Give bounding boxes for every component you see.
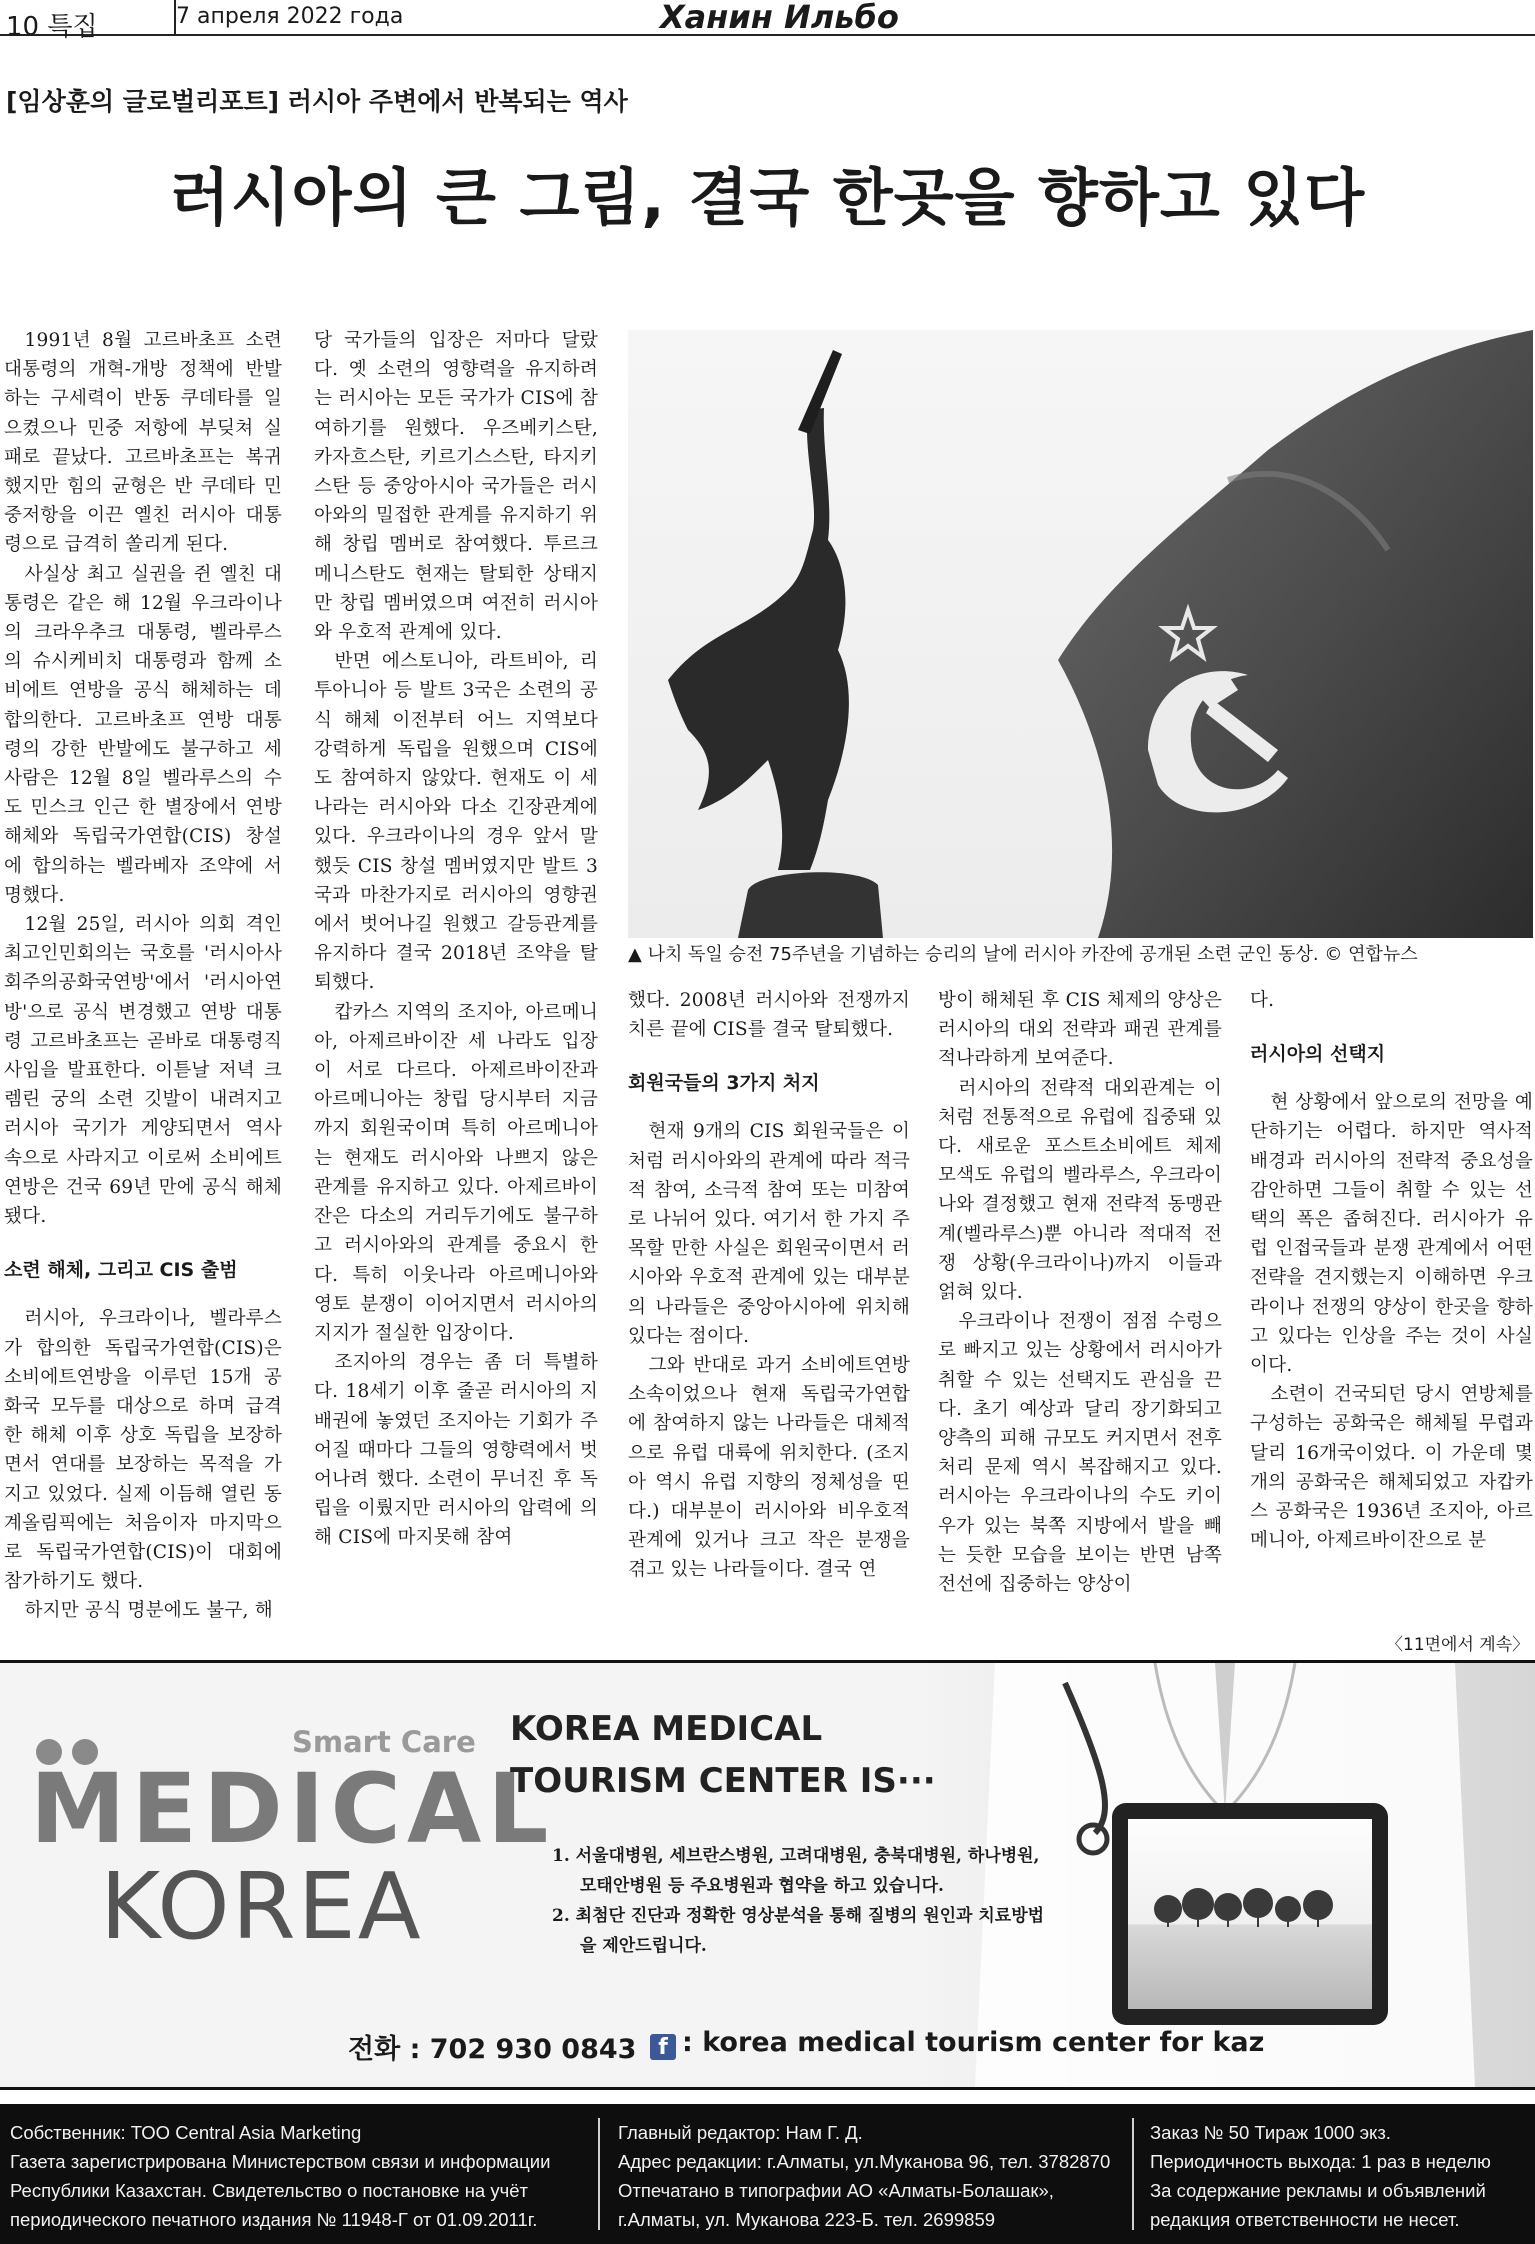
imprint-line: Заказ № 50 Тираж 1000 экз. <box>1150 2122 1391 2143</box>
imprint-line: г.Алматы, ул. Муканова 223-Б. тел. 2699859 <box>618 2209 996 2230</box>
paragraph: 하지만 공식 명분에도 불구, 해 <box>24 1600 273 1622</box>
photo-caption: ▲ 나치 독일 승전 75주년을 기념하는 승리의 날에 러시아 카잔에 공개된 소련 군인 동상. © 연합뉴스 <box>628 944 1418 965</box>
imprint-line: Собственник: ТОО Central Asia Marketing <box>10 2122 362 2143</box>
medical-korea-ad <box>0 1660 1535 2090</box>
paragraph: 다. <box>1250 990 1275 1011</box>
footer-divider <box>1132 2118 1134 2230</box>
paragraph: 캅카스 지역의 조지아, 아르메니아, 아제르바이잔 세 나라도 입장이 서로 다르다. 아제르바이잔과 아르메니아는 창립 당시부터 지금까지 회원국이며 특히 아르메니아는 현재도 러시아와 나쁘지 않은 관계를 유지하고 있다. 아제르바이잔은 다소의 거리두기에도 불구하고 러시아와의 관계를 중요시 한다. 특히 이웃나라 아르메니아와 영토 분쟁이 이어지면서 러시아의 지지가 절실한 입장이다. <box>314 1001 598 1344</box>
paragraph: 12월 25일, 러시아 의회 격인 최고인민회의는 국호를 '러시아사회주의공화국연방'에서 '러시아연방'으로 공식 변경했고 연방 대통령 고르바초프는 곧바로 대통령직 사임을 발표한다. 이튿날 저녁 크렘린 궁의 소련 깃발이 내려지고 러시아 국기가 게양되면서 역사 속으로 사라지고 이로써 소비에트연방은 건국 69년 만에 공식 해체됐다. <box>4 914 282 1228</box>
imprint-line: редакция ответственности не несет. <box>1150 2209 1460 2230</box>
paragraph: 러시아의 전략적 대외관계는 이처럼 전통적으로 유럽에 집중돼 있다. 새로운 포스트소비에트 체제 모색도 유럽의 벨라루스, 우크라이나와 결정했고 현재 전략적 동맹관계(벨라루스)뿐 아니라 적대적 전쟁 상황(우크라이나)까지 이들과 얽혀 있다. <box>938 1077 1222 1304</box>
paragraph: 그와 반대로 과거 소비에트연방 소속이었으나 현재 독립국가연합에 참여하지 않는 나라들은 대체적으로 유럽 대륙에 위치한다. (조지아 역시 유럽 지향의 정체성을 띤다.) 대부분이 러시아와 비우호적 관계에 있거나 크고 작은 분쟁을 겪고 있는 나라들이다. 결국 연 <box>628 1355 910 1581</box>
ad-feature-item: 1. 서울대병원, 세브란스병원, 고려대병원, 충북대병원, 하나병원, 모태안병원 등 주요병원과 협약을 하고 있습니다. <box>552 1846 1040 1896</box>
newspaper-name: Ханин Ильбо <box>660 0 899 36</box>
article-column-4 <box>938 986 1222 1599</box>
imprint-footer <box>0 2104 1535 2244</box>
imprint-line: Отпечатано в типографии АО «Алматы-Болашак», <box>618 2180 1054 2201</box>
imprint-line: Периодичность выхода: 1 раз в неделю <box>1150 2151 1491 2172</box>
ad-facebook-text: : korea medical tourism center for kaz <box>682 2027 1265 2058</box>
imprint-editor <box>618 2118 1110 2234</box>
article-column-5 <box>1250 986 1533 1555</box>
article-kicker: [임상훈의 글로벌리포트] 러시아 주변에서 반복되는 역사 <box>6 87 628 116</box>
section-heading: 러시아의 선택지 <box>1250 1043 1386 1066</box>
tablet-image <box>1112 1803 1388 2025</box>
paragraph: 했다. 2008년 러시아와 전쟁까지 치른 끝에 CIS를 결국 탈퇴했다. <box>628 990 910 1041</box>
paragraph: 사실상 최고 실권을 쥔 옐친 대통령은 같은 해 12월 우크라이나의 크라우추크 대통령, 벨라루스의 슈시케비치 대통령과 함께 소비에트 연방을 공식 해체하는 데 합의한다. 고르바초프 연방 대통령의 강한 반발에도 불구하고 세 사람은 12월 8일 벨라루스의 수도 민스크 인근 한 별장에서 연방 해체와 독립국가연합(CIS) 창설에 합의하는 벨라베자 조약에 서명했다. <box>4 563 282 906</box>
ad-title-line: TOURISM CENTER IS··· <box>510 1761 936 1801</box>
continued-note: 〈11면에서 계속〉 <box>1386 1635 1530 1655</box>
ad-phone: 전화 : 702 930 0843 <box>348 2034 637 2065</box>
paragraph: 반면 에스토니아, 라트비아, 리투아니아 등 발트 3국은 소련의 공식 해체 이전부터 어느 지역보다 강력하게 독립을 원했으며 CIS에도 참여하지 않았다. 현재도 이 세 나라는 러시아와 다소 긴장관계에 있다. 우크라이나의 경우 앞서 말했듯 CIS 창설 멤버였지만 발트 3국과 마찬가지로 러시아의 영향권에서 벗어나길 원했고 갈등관계를 유지하다 결국 2018년 조약을 탈퇴했다. <box>314 651 598 994</box>
paragraph: 현재 9개의 CIS 회원국들은 이처럼 러시아와의 관계에 따라 적극적 참여, 소극적 참여 또는 미참여로 나뉘어 있다. 여기서 한 가지 주목할 만한 사실은 회원국이면서 러시아와 우호적 관계에 있는 대부분의 나라들은 중앙아시아에 위치해 있다는 점이다. <box>628 1121 910 1347</box>
paragraph: 우크라이나 전쟁이 점점 수렁으로 빠지고 있는 상황에서 러시아가 취할 수 있는 선택지도 관심을 끈다. 초기 예상과 달리 장기화되고 양측의 피해 규모도 커지면서 전후 처리 문제 역시 복잡해지고 있다. 러시아는 우크라이나의 수도 키이우가 있는 북쪽 지방에서 발을 빼는 듯한 모습을 보이는 반면 남쪽 전선에 집중하는 양상이 <box>938 1311 1222 1596</box>
ad-brand-korea: KOREA <box>100 1853 423 1960</box>
ad-brand-medical: MEDICAL <box>30 1753 555 1865</box>
ad-feature-list <box>552 1841 1052 1961</box>
paragraph: 1991년 8월 고르바초프 소련 대통령의 개혁-개방 정책에 반발하는 구세력이 반동 쿠데타를 일으켰으나 민중 저항에 부딪쳐 실패로 끝났다. 고르바초프는 복귀했지만 힘의 균형은 반 쿠데타 민중저항을 이끈 옐친 러시아 대통령으로 급격히 쏠리게 된다. <box>4 330 282 556</box>
tablet-screen <box>1128 1819 1372 2009</box>
facebook-icon: f <box>650 2034 676 2060</box>
imprint-line: За содержание рекламы и объявлений <box>1150 2180 1486 2201</box>
article-headline: 러시아의 큰 그림, 결국 한곳을 향하고 있다 <box>169 161 1366 234</box>
paragraph: 당 국가들의 입장은 저마다 달랐다. 옛 소련의 영향력을 유지하려는 러시아는 모든 국가가 CIS에 참여하기를 원했다. 우즈베키스탄, 카자흐스탄, 키르기스스탄, 타지키스탄 등 중앙아시아 국가들은 러시아와의 밀접한 관계를 유지하기 위해 창립 멤버로 참여했다. 투르크메니스탄도 현재는 탈퇴한 상태지만 창립 멤버였으며 여전히 러시아와 우호적 관계에 있다. <box>314 330 598 644</box>
footer-divider <box>598 2118 600 2230</box>
section-heading: 회원국들의 3가지 처지 <box>628 1072 820 1095</box>
section-heading: 소련 해체, 그리고 CIS 출범 <box>4 1259 238 1282</box>
imprint-line: Республики Казахстан. Свидетельство о постановке на учёт <box>10 2180 529 2201</box>
ad-title-line: KOREA MEDICAL <box>510 1709 823 1749</box>
imprint-owner <box>10 2118 550 2234</box>
paragraph: 현 상황에서 앞으로의 전망을 예단하기는 어렵다. 하지만 역사적 배경과 러시아의 전략적 중요성을 감안하면 그들이 취할 수 있는 선택의 폭은 좁혀진다. 러시아가 유럽 인접국들과 분쟁 관계에서 어떤 전략을 견지했는지 이해하면 우크라이나 전쟁의 양상이 한곳을 향하고 있다는 인상을 주는 것이 사실이다. <box>1250 1092 1533 1377</box>
article-photo <box>628 330 1533 938</box>
paragraph: 러시아, 우크라이나, 벨라루스가 합의한 독립국가연합(CIS)은 소비에트연방을 이루던 15개 공화국 모두를 대상으로 하며 급격한 해체 이후 상호 독립을 보장하면서 연대를 보장하는 목적을 가지고 있었다. 실제 이듬해 열린 동계올림픽에는 처음이자 마지막으로 독립국가연합(CIS)이 대회에 참가하기도 했다. <box>4 1308 282 1593</box>
article-column-3 <box>628 986 910 1585</box>
issue-date: 7 апреля 2022 года <box>176 4 404 29</box>
imprint-line: периодического печатного издания № 11948-Г от 01.09.2011г. <box>10 2209 538 2230</box>
article-column-1 <box>4 326 282 1626</box>
ad-smart-care: Smart Care <box>292 1725 476 1759</box>
imprint-line: Газета зарегистрирована Министерством связи и информации <box>10 2151 551 2172</box>
article-column-2 <box>314 326 598 1553</box>
ad-feature-item: 2. 최첨단 진단과 정확한 영상분석을 통해 질병의 원인과 치료방법을 제안드립니다. <box>552 1906 1045 1956</box>
ad-title <box>510 1703 936 1807</box>
paragraph: 방이 해체된 후 CIS 체제의 양상은 러시아의 대외 전략과 패권 관계를 적나라하게 보여준다. <box>938 990 1222 1070</box>
paragraph: 조지아의 경우는 좀 더 특별하다. 18세기 이후 줄곧 러시아의 지배권에 놓였던 조지아는 기회가 주어질 때마다 그들의 영향력에서 벗어나려 했다. 소련이 무너진 후 독립을 이뤘지만 러시아의 압력에 의해 CIS에 마지못해 참여 <box>314 1352 598 1549</box>
paragraph: 소련이 건국되던 당시 연방체를 구성하는 공화국은 해체될 무렵과 달리 16개국이었다. 이 가운데 몇 개의 공화국은 해체되었고 자캅카스 공화국은 1936년 조지아, 아르메니아, 아제르바이잔으로 분 <box>1250 1384 1533 1552</box>
imprint-line: Адрес редакции: г.Алматы, ул.Муканова 96, тел. 3782870 <box>618 2151 1111 2172</box>
ad-facebook[interactable] <box>650 2027 1264 2060</box>
page-number: 10 특집 <box>6 12 98 42</box>
imprint-line: Главный редактор: Нам Г. Д. <box>618 2122 863 2143</box>
imprint-order <box>1150 2118 1491 2234</box>
